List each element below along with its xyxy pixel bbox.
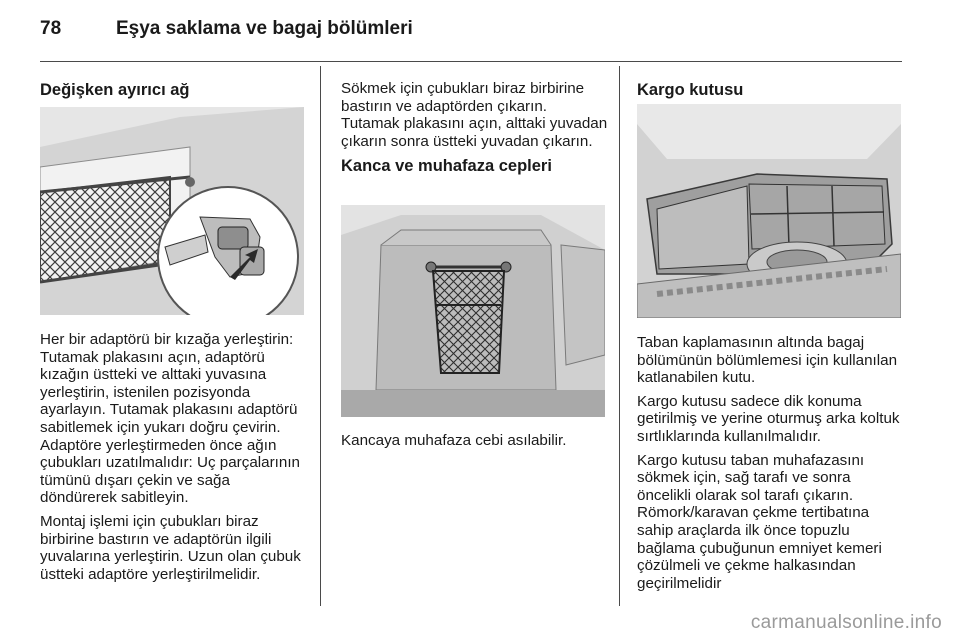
column-1-text — [40, 331, 308, 589]
column-3 — [637, 80, 901, 100]
paragraph: Montaj işlemi için çubukları biraz birbirine bastırın ve adaptörün ilgili yuvalarına yerleştirin. Uzun olan çubuk üstteki adaptöre yerleştirilmelidir. — [40, 512, 301, 583]
section-heading-cargo-box: Kargo kutusu — [637, 81, 744, 99]
divider-net-adapter-illustration-icon — [40, 107, 304, 315]
page-number: 78 — [40, 18, 62, 39]
section-heading-divider-net: Değişken ayırıcı ağ — [40, 81, 190, 99]
column-2 — [341, 80, 609, 176]
paragraph: Kargo kutusu taban muhafazasını sökmek için, sağ tarafı ve sonra öncelikli olarak sol tarafı çıkarın. Römork/karavan çekme tertibatına sahip araçlarda ilk önce topuzlu bağlama çubuğunun emniyet kemeri çözülmeli ve çekme halkasından geçirilmelidir — [637, 451, 882, 592]
watermark: carmanualsonline.info — [750, 612, 942, 633]
cargo-box-illustration-icon — [637, 104, 901, 318]
header-divider — [40, 61, 902, 62]
paragraph: Taban kaplamasının altında bagaj bölümünün bölümlemesi için kullanılan katlanabilen kutu. — [637, 334, 898, 387]
figure-caption: Kancaya muhafaza cebi asılabilir. — [341, 432, 567, 449]
column-divider-1 — [320, 66, 321, 606]
column-2-caption — [341, 432, 609, 456]
paragraph: Her bir adaptörü bir kızağa yerleştirin: Tutamak plakasını açın, adaptörü kızağın üstteki ve alttaki yuvasına yerleştirin, istenilen pozisyonda ayarlayın. Tutamak plakasını adaptörü sabitlemek için yukarı doğru çevirin. Adaptöre yerleştirmeden önce ağın çubukları uzatılmalıdır: Uç parçalarının tümünü dışarı çekin ve sağa döndürerek sabitleyin. — [40, 331, 300, 507]
page-header-title: Eşya saklama ve bagaj bölümleri — [116, 18, 413, 39]
column-3-text — [637, 334, 901, 598]
column-divider-2 — [619, 66, 620, 606]
column-1 — [40, 80, 308, 100]
paragraph: Kargo kutusu sadece dik konuma getirilmiş ve yerine oturmuş arka koltuk sırtlıklarında kullanılmalıdır. — [637, 392, 900, 445]
paragraph: Sökmek için çubukları biraz birbirine bastırın ve adaptörden çıkarın. Tutamak plakasını açın, alttaki yuvadan çıkarın sonra üstteki yuvadan çıkarın. — [341, 80, 608, 150]
hook-storage-pocket-illustration-icon — [341, 205, 605, 417]
section-heading-hooks: Kanca ve muhafaza cepleri — [341, 157, 552, 176]
